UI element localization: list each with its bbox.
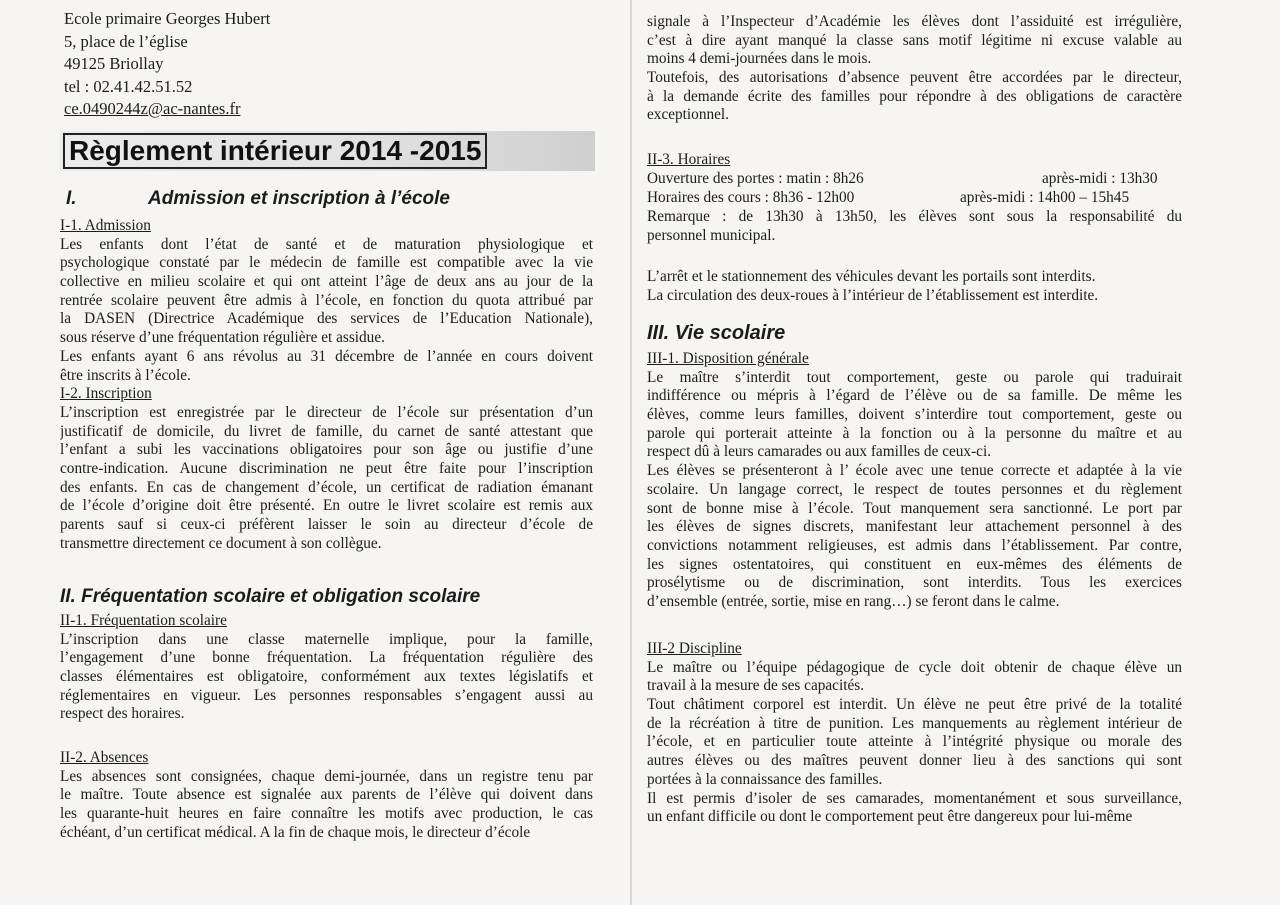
section-2-2 <box>60 749 593 842</box>
text-line: sont de bonne mise à l’école. Tout manquement sera sanctionné. Le port par <box>647 499 1182 517</box>
section-2-3 <box>647 151 1182 170</box>
text-line: travail à la mesure de ses capacités. <box>647 677 865 695</box>
section-1 <box>60 188 593 210</box>
course-hours-afternoon: après-midi : 14h00 – 15h45 <box>960 189 1130 206</box>
text-line: les signes ostentatoires, qui constituent en eux-mêmes des éléments de <box>647 555 1182 573</box>
text-line: le maître. Toute absence est signalée aux parents de l’élève qui doivent dans <box>60 786 593 804</box>
text-line: échéant, d’un certificat médical. A la fin de chaque mois, le directeur d’école <box>60 823 531 841</box>
text-line: L’inscription dans une classe maternelle implique, pour la famille, <box>60 630 593 648</box>
text-line: L’inscription est enregistrée par le directeur de l’école sur présentation d’un <box>60 403 593 421</box>
page-fold <box>630 0 632 905</box>
inscription-paragraph <box>60 404 593 554</box>
text-line: autres élèves ou des maîtres peuvent donner lieu à des sanctions qui sont <box>647 752 1182 770</box>
subsection-1-1-title: I-1. Admission <box>60 217 151 234</box>
section-3-title: III. Vie scolaire <box>647 322 786 344</box>
subsection-1-2-title: I-2. Inscription <box>60 385 152 403</box>
course-hours-morning: Horaires des cours : 8h36 - 12h00 <box>647 189 855 206</box>
text-line: les quarante-huit heures en faire connaître les motifs avec production, le cas <box>60 805 593 823</box>
document-title: Règlement intérieur 2014 -2015 <box>63 133 487 169</box>
title-banner <box>60 131 595 171</box>
text-line: l’école, et en particulier toute atteinte à l’intégrité physique ou morale des <box>647 733 1182 751</box>
text-line: la DASEN (Directrice Académique des services de l’Education Nationale), <box>60 310 593 328</box>
section-1-title: Admission et inscription à l’école <box>148 188 450 209</box>
text-line: sous réserve d’une fréquentation régulière et assidue. <box>60 329 385 347</box>
text-line: contre-indication. Aucune discrimination ne peut être faite pour l’inscription <box>60 459 593 477</box>
section-1-number: I. <box>66 188 77 209</box>
text-line: Il est permis d’isoler de ses camarades, momentanément et sous surveillance, <box>647 789 1182 807</box>
text-line: moins 4 demi-journées dans le mois. <box>647 50 872 68</box>
school-phone: tel : 02.41.42.51.52 <box>64 76 193 96</box>
text-line: parole qui porterait atteinte à la fonction ou à la personne du maître et au <box>647 424 1182 442</box>
text-line: signale à l’Inspecteur d’Académie les élèves dont l’assiduité est irrégulière, <box>647 13 1182 30</box>
vehicles-rules <box>647 268 1182 305</box>
text-line: un enfant difficile ou dont le comportement peut être dangereux pour lui-même <box>647 808 1133 826</box>
subsection-2-1-title: II-1. Fréquentation scolaire <box>60 612 227 629</box>
text-line: élèves, comme leurs familles, doivent s’interdire tout comportement, geste ou <box>647 406 1182 424</box>
section-3-2 <box>647 640 1182 827</box>
text-line: prosélytisme ou de discrimination, sont interdits. Tous les exercices <box>647 574 1182 592</box>
vehicles-paragraph <box>647 268 1182 305</box>
text-line: rentrée scolaire peuvent être admis à l’école, en fonction du quota attribué par <box>60 291 593 309</box>
section-2 <box>60 586 593 608</box>
section-1-heading <box>60 188 593 210</box>
horaires-remark <box>647 208 1182 245</box>
school-address: 5, place de l’église <box>64 31 188 51</box>
text-line: Toutefois, des autorisations d’absence peuvent être accordées par le directeur, <box>647 69 1182 87</box>
text-line: transmettre directement ce document à son collègue. <box>60 534 382 552</box>
text-line: indifférence ou mépris à l’égard de l’élève ou de sa famille. De même les <box>647 387 1182 405</box>
text-line: scolaire. Un langage correct, le respect de toutes personnes et du règlement <box>647 480 1182 498</box>
section-2-title: II. Fréquentation scolaire et obligation scolaire <box>60 586 481 607</box>
discipline-paragraph <box>647 659 1182 827</box>
school-header <box>64 8 270 121</box>
text-line: convictions notamment religieuses, est admis dans l’établissement. Par contre, <box>647 536 1182 554</box>
frequentation-paragraph <box>60 631 593 724</box>
text-line: L’arrêt et le stationnement des véhicules devant les portails sont interdits. <box>647 268 1096 285</box>
text-line: Les enfants dont l’état de santé et de maturation physiologique et <box>60 235 593 253</box>
section-3 <box>647 322 1182 345</box>
text-line: exceptionnel. <box>647 106 729 124</box>
school-city: 49125 Briollay <box>64 54 164 73</box>
text-line: respect dû à leurs camarades ou aux familles de ceux-ci. <box>647 443 992 461</box>
subsection-2-3-title: II-3. Horaires <box>647 151 731 168</box>
absences-paragraph-continued <box>647 13 1182 125</box>
text-line: Tout châtiment corporel est interdit. Un élève ne peut être privé de la totalité <box>647 696 1182 714</box>
text-line: psychologique constaté par le médecin de famille est compatible avec la vie <box>60 254 593 272</box>
text-line: Les élèves se présenteront à l’ école avec une tenue correcte et adaptée à la vie <box>647 462 1182 480</box>
school-name: Ecole primaire Georges Hubert <box>64 9 271 28</box>
school-email[interactable]: ce.0490244z@ac-nantes.fr <box>64 99 241 118</box>
text-line: l’enfant a subi les vaccinations obligatoires pour son âge ou justifie d’une <box>60 441 593 459</box>
opening-hours-morning: Ouverture des portes : matin : 8h26 <box>647 170 864 187</box>
text-line: collective en milieu scolaire et qui ont atteint l’âge de deux ans au jour de la <box>60 273 593 291</box>
text-line: Le maître ou l’équipe pédagogique de cycle doit obtenir de chaque élève un <box>647 658 1182 676</box>
text-line: c’est à dire ayant manqué la classe sans motif légitime ni excuse valable au <box>647 31 1182 49</box>
general-provision-paragraph <box>647 369 1182 612</box>
text-line: Les enfants ayant 6 ans révolus au 31 décembre de l’année en cours doivent <box>60 347 593 365</box>
text-line: respect des horaires. <box>60 705 185 723</box>
subsection-3-2-title: III-2 Discipline <box>647 640 742 657</box>
text-line: classes élémentaires est obligatoire, conformément aux textes législatifs et <box>60 668 593 686</box>
text-line: de la récréation à titre de punition. Les manquements au règlement intérieur de <box>647 714 1182 732</box>
text-line: justificatif de domicile, du livret de famille, du carnet de santé attestant que <box>60 422 593 440</box>
text-line: l’engagement d’une bonne fréquentation. La fréquentation régulière des <box>60 649 593 667</box>
text-line: des enfants. En cas de changement d’école, un certificat de radiation émanant <box>60 478 593 496</box>
section-2-body <box>60 612 593 724</box>
text-line: La circulation des deux-roues à l’intérieur de l’établissement est interdite. <box>647 286 1099 304</box>
remark-paragraph <box>647 208 1182 245</box>
text-line: réglementaires en vigueur. Les personnes responsables s’engagent aussi au <box>60 686 593 704</box>
subsection-2-2-title: II-2. Absences <box>60 749 149 766</box>
subsection-3-1-title: III-1. Disposition générale <box>647 350 809 367</box>
text-line: parents sauf si ceux-ci préfèrent laisser le soin au directeur d’école de <box>60 516 593 534</box>
text-line: de l’école d’origine doit être présenté. En outre le livret scolaire est remis aux <box>60 497 593 515</box>
text-line: à la demande écrite des familles pour répondre à des obligations de caractère <box>647 87 1182 105</box>
section-3-body <box>647 350 1182 612</box>
text-line: d’ensemble (entrée, sortie, mise en rang…) se feront dans le calme. <box>647 592 1060 610</box>
text-line: Le maître s’interdit tout comportement, geste ou parole qui traduirait <box>647 368 1182 386</box>
text-line: Remarque : de 13h30 à 13h50, les élèves sont sous la responsabilité du <box>647 208 1182 225</box>
admission-paragraph <box>60 236 593 386</box>
text-line: Les absences sont consignées, chaque demi-journée, dans un registre tenu par <box>60 767 593 785</box>
absences-continued <box>647 13 1182 125</box>
text-line: être inscrits à l’école. <box>60 366 191 384</box>
section-1-body <box>60 217 593 553</box>
text-line: les élèves de signes discrets, manifestant leur attachement personnel à des <box>647 518 1182 536</box>
text-line: portées à la connaissance des familles. <box>647 770 883 788</box>
absences-paragraph <box>60 768 593 843</box>
text-line: personnel municipal. <box>647 226 776 244</box>
opening-hours-afternoon: après-midi : 13h30 <box>1042 170 1158 187</box>
